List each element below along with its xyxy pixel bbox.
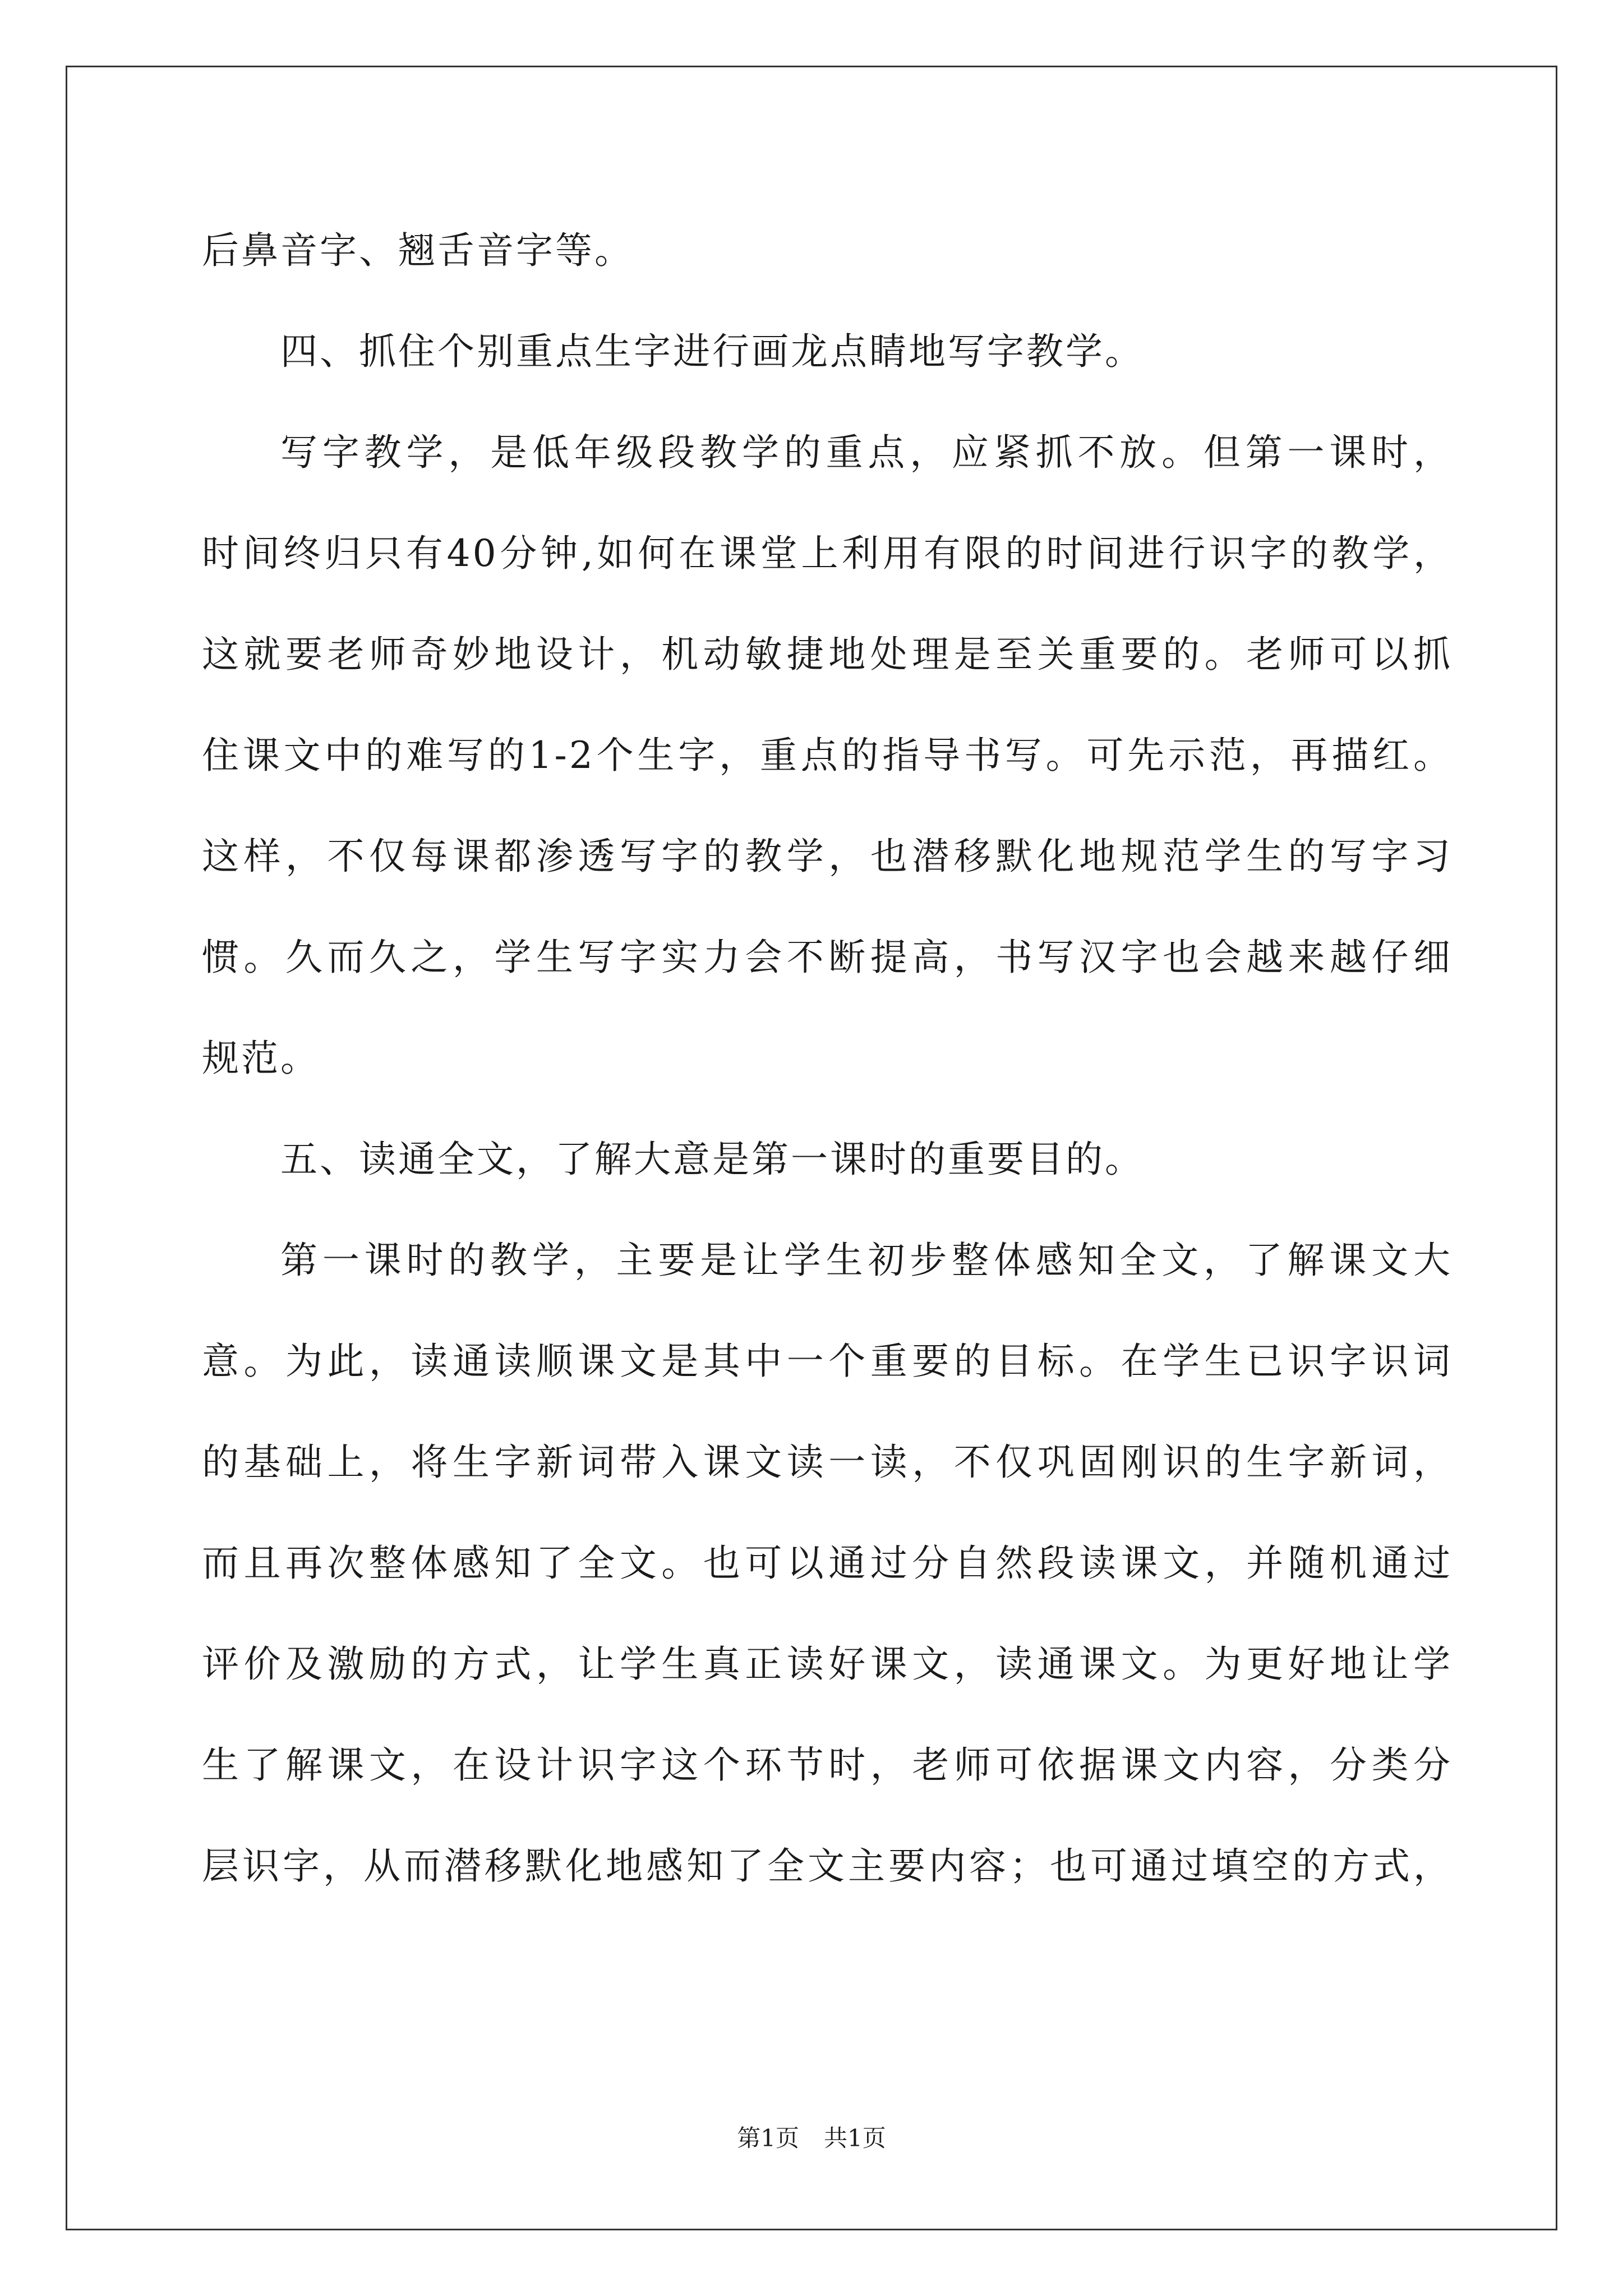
- text-line: 惯。久而久之，学生写字实力会不断提高，书写汉字也会越来越仔细: [202, 936, 1453, 979]
- text-line: 第一课时的教学，主要是让学生初步整体感知全文，了解课文大: [280, 1239, 1453, 1282]
- text-line: 意。为此，读通读顺课文是其中一个重要的目标。在学生已识字识词: [202, 1340, 1453, 1383]
- section-heading: 四、抓住个别重点生字进行画龙点睛地写字教学。: [280, 330, 1144, 373]
- text-line: 规范。: [202, 1037, 320, 1080]
- text-line: 生了解课文，在设计识字这个环节时，老师可依据课文内容，分类分: [202, 1743, 1453, 1787]
- text-line: 住课文中的难写的1-2个生字，重点的指导书写。可先示范，再描红。: [202, 734, 1453, 777]
- text-line: 的基础上，将生字新词带入课文读一读，不仅巩固刚识的生字新词，: [202, 1441, 1453, 1484]
- text-line: 这样，不仅每课都渗透写字的教学，也潜移默化地规范学生的写字习: [202, 835, 1453, 878]
- text-line: 后鼻音字、翘舌音字等。: [202, 229, 634, 272]
- page-total: 共1页: [824, 2124, 886, 2152]
- text-line: 时间终归只有40分钟,如何在课堂上利用有限的时间进行识字的教学，: [202, 532, 1453, 575]
- text-line: 评价及激励的方式，让学生真正读好课文，读通课文。为更好地让学: [202, 1642, 1453, 1686]
- text-line: 层识字，从而潜移默化地感知了全文主要内容；也可通过填空的方式，: [202, 1844, 1453, 1888]
- text-line: 写字教学，是低年级段教学的重点，应紧抓不放。但第一课时，: [280, 431, 1453, 474]
- text-line: 而且再次整体感知了全文。也可以通过分自然段读课文，并随机通过: [202, 1542, 1453, 1585]
- page-footer: [0, 2122, 1623, 2155]
- text-line: 这就要老师奇妙地设计，机动敏捷地处理是至关重要的。老师可以抓: [202, 633, 1453, 676]
- page-number: 第1页: [737, 2124, 799, 2152]
- section-heading: 五、读通全文，了解大意是第一课时的重要目的。: [280, 1138, 1144, 1181]
